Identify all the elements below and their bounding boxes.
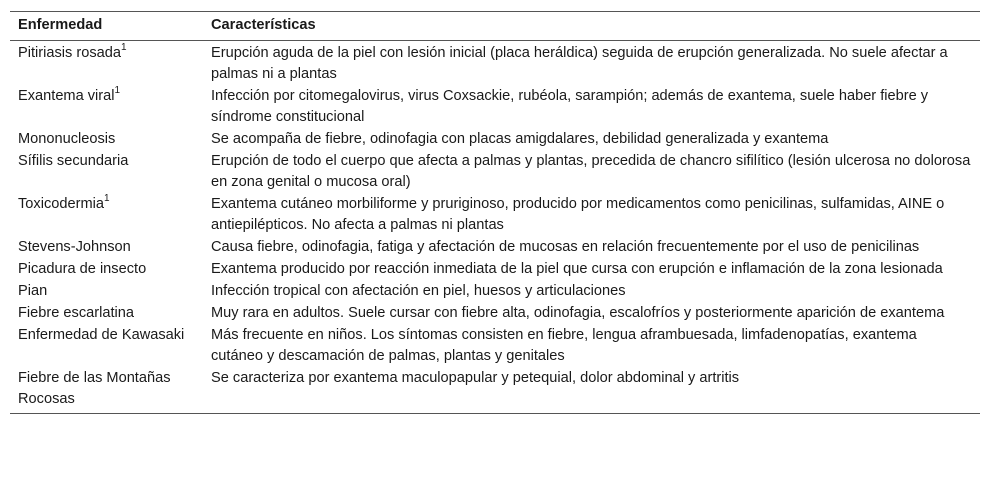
header-enfermedad: Enfermedad — [18, 17, 103, 33]
table-row — [10, 303, 980, 325]
table-row — [10, 325, 980, 368]
disease-name: Picadura de insecto — [18, 261, 147, 277]
characteristics-cell: Infección por citomegalovirus, virus Coxsackie, rubéola, sarampión; además de exantema, suele haber fiebre y síndrome constitucional — [211, 88, 929, 125]
table-row — [10, 151, 980, 194]
header-caracteristicas: Características — [211, 17, 316, 33]
characteristics-cell: Más frecuente en niños. Los síntomas consisten en fiebre, lengua aframbuesada, limfadenopatías, exantema cutáneo y descamación de palmas, plantas y genitales — [211, 327, 917, 364]
footnote-marker: 1 — [103, 193, 110, 205]
footnote-marker: 1 — [114, 85, 121, 97]
table-row — [10, 281, 980, 303]
table-row — [10, 129, 980, 151]
disease-name: Pian — [18, 283, 48, 299]
disease-name: Fiebre de las Montañas Rocosas — [18, 370, 171, 407]
disease-cell — [10, 303, 203, 325]
disease-cell — [10, 129, 203, 151]
disease-cell — [10, 86, 203, 129]
disease-name: Pitiriasis rosada — [18, 45, 122, 61]
disease-name: Stevens-Johnson — [18, 239, 131, 255]
disease-cell — [10, 237, 203, 259]
characteristics-cell: Muy rara en adultos. Suele cursar con fiebre alta, odinofagia, escalofríos y posteriormente aparición de exantema — [211, 305, 945, 321]
disease-cell — [10, 325, 203, 368]
table-container — [10, 11, 980, 414]
table-row — [10, 41, 980, 87]
table-row — [10, 368, 980, 414]
disease-cell — [10, 259, 203, 281]
disease-cell — [10, 368, 203, 414]
table-row — [10, 237, 980, 259]
disease-name: Fiebre escarlatina — [18, 305, 134, 321]
disease-name: Sífilis secundaria — [18, 153, 129, 169]
characteristics-cell: Exantema cutáneo morbiliforme y pruriginoso, producido por medicamentos como penicilinas, sulfamidas, AINE o antiepilépticos. No afecta a palmas ni plantas — [211, 196, 945, 233]
characteristics-cell: Causa fiebre, odinofagia, fatiga y afectación de mucosas en relación frecuentemente por el uso de penicilinas — [211, 239, 920, 255]
table-row — [10, 86, 980, 129]
disease-cell — [10, 281, 203, 303]
table-row — [10, 259, 980, 281]
table-header-row — [10, 12, 980, 41]
disease-cell — [10, 41, 203, 87]
disease-name: Exantema viral — [18, 88, 115, 104]
characteristics-cell: Se acompaña de fiebre, odinofagia con placas amigdalares, debilidad generalizada y exantema — [211, 131, 829, 147]
characteristics-cell: Se caracteriza por exantema maculopapular y petequial, dolor abdominal y artritis — [211, 370, 740, 386]
characteristics-cell: Infección tropical con afectación en piel, huesos y articulaciones — [211, 283, 626, 299]
characteristics-cell: Erupción de todo el cuerpo que afecta a palmas y plantas, precedida de chancro sifilítico (lesión ulcerosa no dolorosa en zona genital o mucosa oral) — [211, 153, 971, 190]
disease-name: Enfermedad de Kawasaki — [18, 327, 185, 343]
disease-cell — [10, 151, 203, 194]
disease-cell — [10, 194, 203, 237]
diseases-table — [10, 11, 980, 414]
disease-name: Toxicodermia — [18, 196, 104, 212]
characteristics-cell: Exantema producido por reacción inmediata de la piel que cursa con erupción e inflamación de la zona lesionada — [211, 261, 943, 277]
table-row — [10, 194, 980, 237]
footnote-marker: 1 — [121, 42, 127, 54]
disease-name: Mononucleosis — [18, 131, 116, 147]
characteristics-cell: Erupción aguda de la piel con lesión inicial (placa heráldica) seguida de erupción generalizada. No suele afectar a palmas ni a plantas — [211, 45, 948, 82]
